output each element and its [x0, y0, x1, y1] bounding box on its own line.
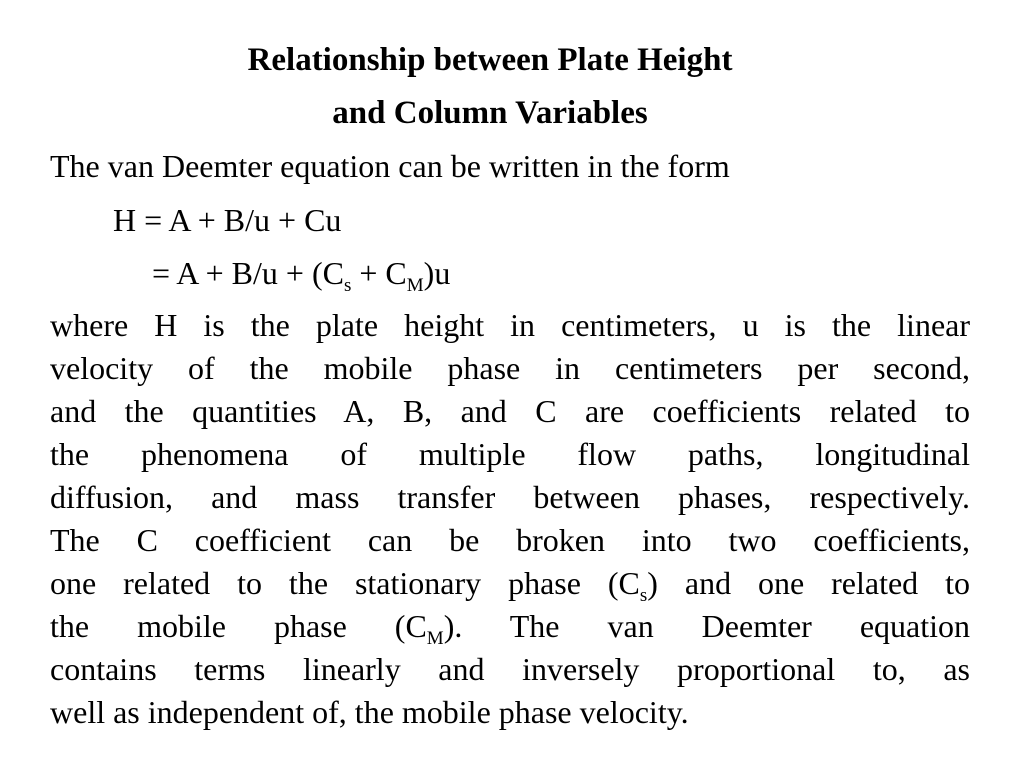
paragraph-line-9: contains terms linearly and inversely proportional to, as — [50, 651, 970, 687]
paragraph-line-2: velocity of the mobile phase in centimeters per second, — [50, 350, 970, 386]
slide-title-line-1: Relationship between Plate Height — [247, 42, 733, 78]
paragraph-line-4: the phenomena of multiple flow paths, longitudinal — [50, 436, 970, 472]
equation-2-subscript-s: s — [343, 275, 352, 296]
slide-title-line-2: and Column Variables — [332, 95, 648, 131]
paragraph-line-7-subscript: s — [639, 585, 648, 606]
paragraph-line-8 — [50, 605, 970, 648]
equation-2-subscript-m: M — [406, 275, 424, 296]
equation-2-mid: + C — [351, 255, 407, 291]
paragraph-line-7-a: one related to the stationary phase (C — [50, 565, 640, 601]
intro-text: The van Deemter equation can be written in the form — [50, 148, 730, 184]
equation-2-prefix: = A + B/u + (C — [152, 255, 344, 291]
explanation-paragraph — [50, 304, 970, 734]
paragraph-line-7 — [50, 562, 970, 605]
equation-line-2 — [152, 253, 451, 296]
paragraph-line-8-subscript: M — [426, 628, 444, 649]
paragraph-line-8-b: ). The van Deemter equation — [443, 608, 970, 644]
paragraph-line-8-a: the mobile phase (C — [50, 608, 427, 644]
paragraph-line-3: and the quantities A, B, and C are coefficients related to — [50, 393, 970, 429]
paragraph-line-1: where H is the plate height in centimeters, u is the linear — [50, 307, 970, 343]
paragraph-line-7-b: ) and one related to — [647, 565, 971, 601]
equation-line-1: H = A + B/u + Cu — [113, 202, 342, 238]
paragraph-line-5: diffusion, and mass transfer between phases, respectively. — [50, 479, 970, 515]
paragraph-line-6: The C coefficient can be broken into two coefficients, — [50, 522, 970, 558]
paragraph-line-10: well as independent of, the mobile phase velocity. — [50, 694, 689, 730]
equation-2-suffix: )u — [423, 255, 451, 291]
